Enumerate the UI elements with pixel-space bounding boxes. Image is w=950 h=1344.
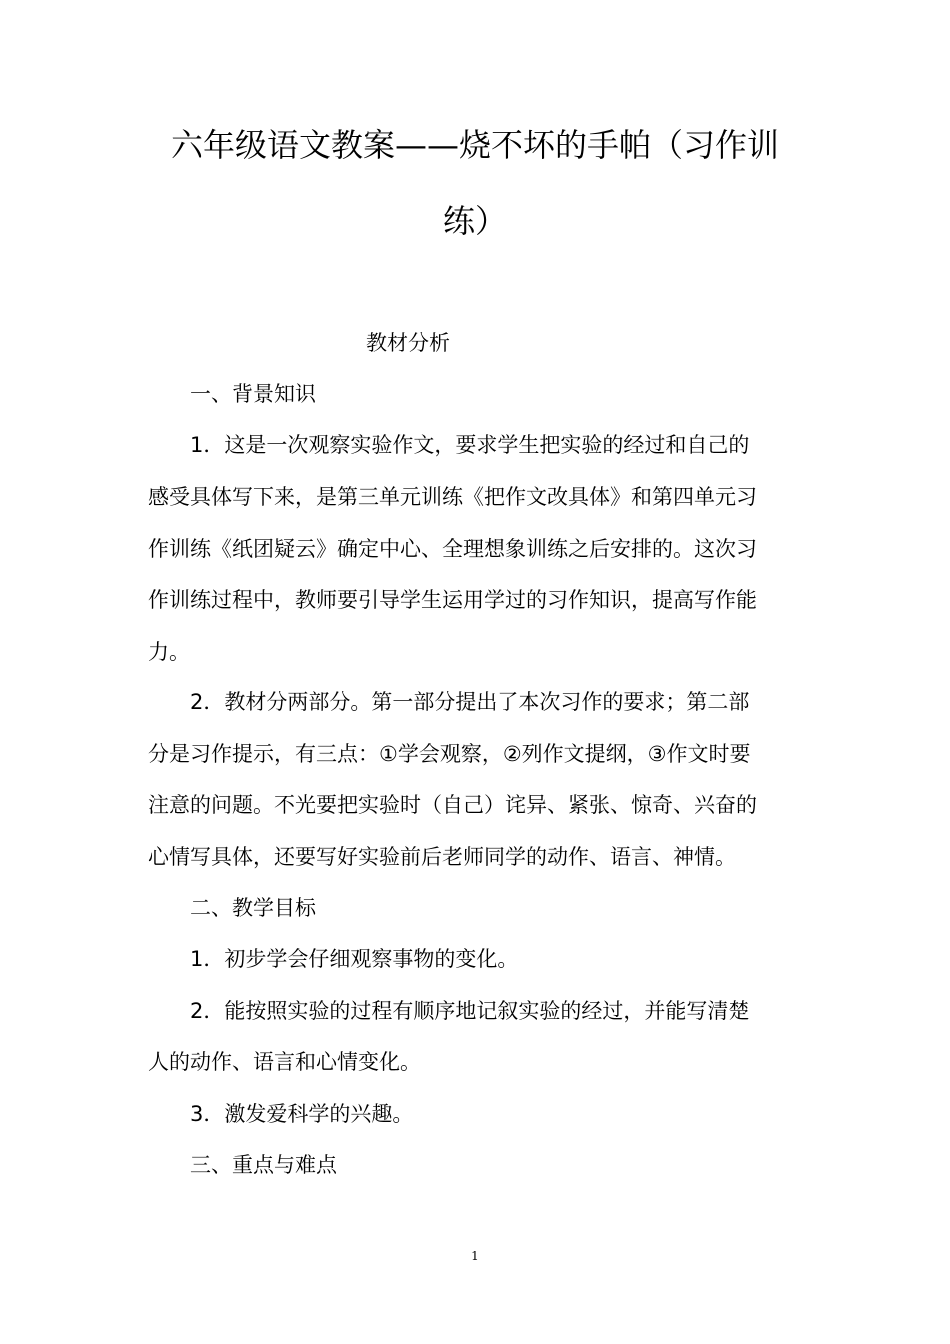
- paragraph-line: 感受具体写下来，是第三单元训练《把作文改具体》和第四单元习: [148, 485, 757, 509]
- objective-line: 2．能按照实验的过程有顺序地记叙实验的经过，并能写清楚: [190, 999, 750, 1023]
- paragraph-line: 注意的问题。不光要把实验时（自己）诧异、紧张、惊奇、兴奋的: [148, 793, 757, 817]
- subheading-background: 一、背景知识: [190, 382, 316, 406]
- objective-line: 3．激发爱科学的兴趣。: [190, 1102, 414, 1126]
- paragraph-line: 作训练《纸团疑云》确定中心、全理想象训练之后安排的。这次习: [148, 537, 757, 561]
- page-number: 1: [471, 1249, 479, 1263]
- paragraph-line: 分是习作提示，有三点：①学会观察，②列作文提纲，③作文时要: [148, 742, 751, 766]
- objective-line: 1．初步学会仔细观察事物的变化。: [190, 947, 519, 971]
- paragraph-line: 2．教材分两部分。第一部分提出了本次习作的要求；第二部: [190, 690, 750, 714]
- paragraph-line: 力。: [148, 640, 190, 664]
- document-title-line-1: 六年级语文教案——烧不坏的手帕（习作训: [170, 126, 779, 164]
- subheading-key-points: 三、重点与难点: [190, 1153, 337, 1177]
- document-title-line-2: 练）: [442, 202, 507, 240]
- paragraph-line: 1．这是一次观察实验作文，要求学生把实验的经过和自己的: [190, 433, 750, 457]
- paragraph-line: 心情写具体，还要写好实验前后老师同学的动作、语言、神情。: [148, 845, 736, 869]
- section-heading: 教材分析: [366, 331, 450, 355]
- objective-line: 人的动作、语言和心情变化。: [148, 1050, 421, 1074]
- subheading-objectives: 二、教学目标: [190, 896, 316, 920]
- paragraph-line: 作训练过程中，教师要引导学生运用学过的习作知识，提高写作能: [148, 588, 757, 612]
